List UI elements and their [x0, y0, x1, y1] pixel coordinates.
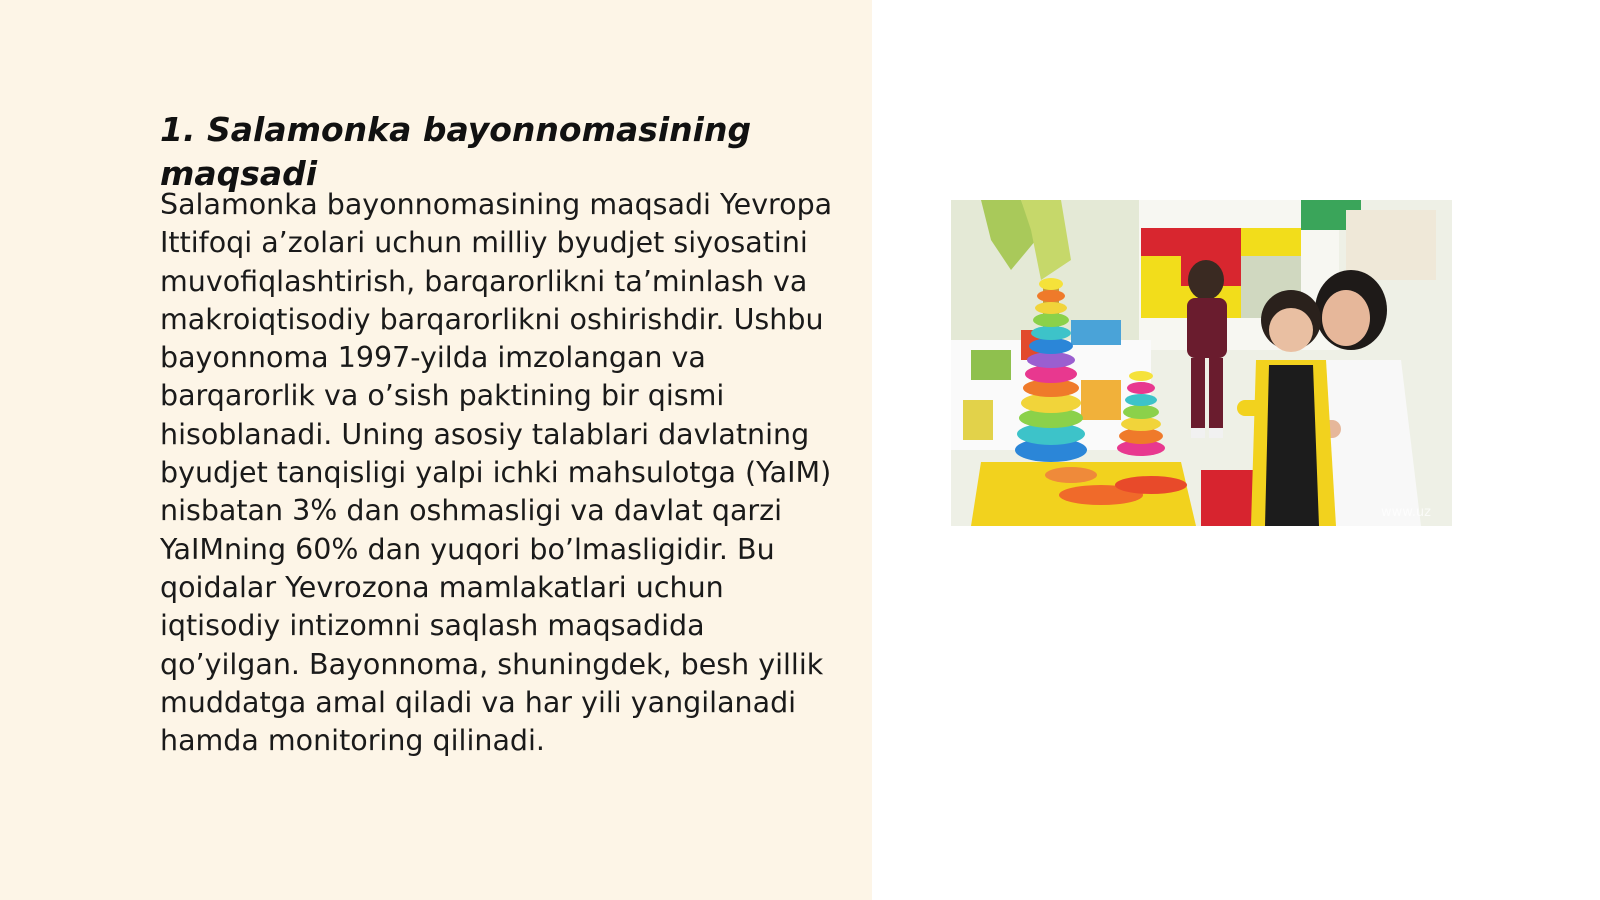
photo-watermark: www.uz — [1381, 505, 1431, 520]
slide-title: 1. Salamonka bayonnomasining maqsadi — [160, 110, 752, 193]
classroom-photo — [951, 200, 1452, 526]
slide-body-text: Salamonka bayonnomasining maqsadi Yevropa Ittifoqi a’zolari uchun milliy byudjet siyosatini muvofiqlashtirish, barqarorlikni ta’minlash va makroiqtisodiy barqarorlikni oshirishdir. Ushbu bayonnoma 1997-yilda imzolangan va barqarorlik va o’sish paktining bir qismi hisoblanadi. Uning asosiy talablari davlatning byudjet tanqisligi yalpi ichki mahsulotga (YaIM) nisbatan 3% dan oshmasligi va davlat qarzi YaIMning 60% dan yuqori bo’lmasligidir. Bu qoidalar Yevrozona mamlakatlari uchun iqtisodiy intizomni saqlash maqsadida qo’yilgan. Bayonnoma, shuningdek, besh yillik muddatga amal qiladi va har yili yangilanadi hamda monitoring qilinadi. — [160, 188, 833, 758]
classroom-illustration — [951, 200, 1452, 526]
